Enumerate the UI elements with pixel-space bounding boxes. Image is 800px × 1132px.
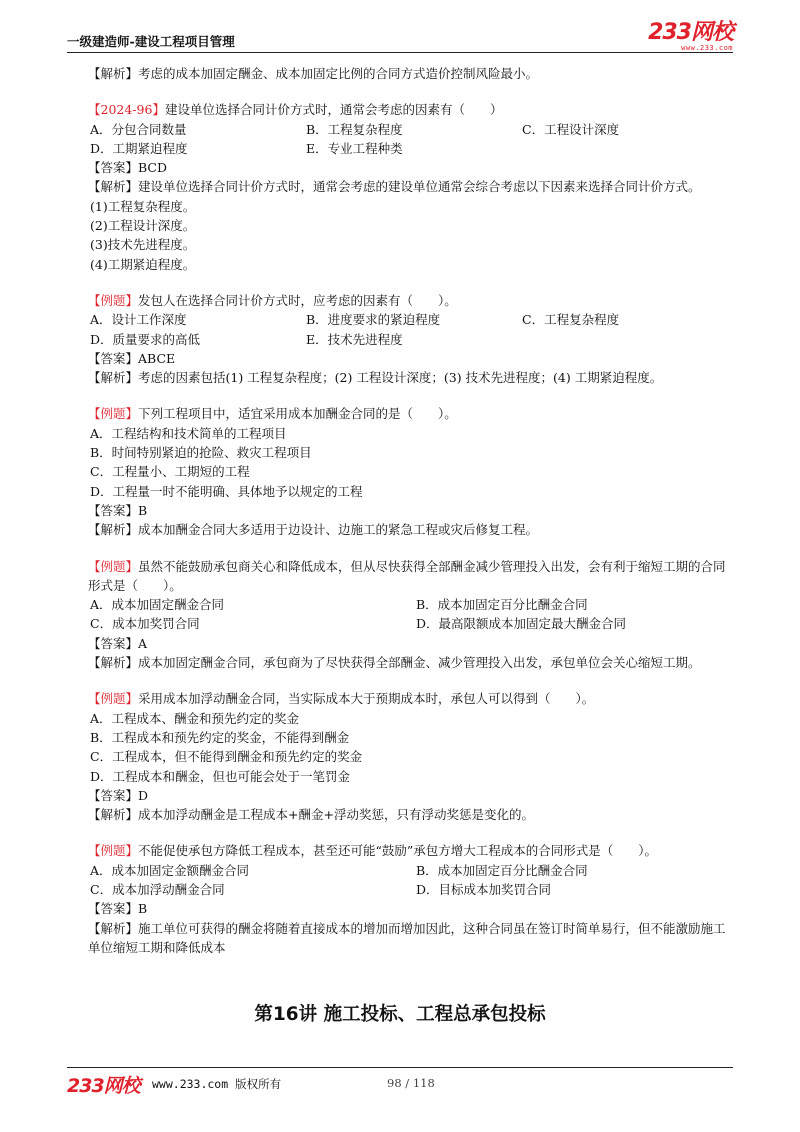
question-tag: 【例题】 bbox=[88, 558, 139, 574]
footer-site bbox=[152, 1076, 281, 1092]
answer: 【答案】B bbox=[88, 901, 148, 917]
option: D．工程量一时不能明确、具体地予以规定的工程 bbox=[90, 483, 363, 499]
point: (3)技术先进程度。 bbox=[90, 237, 196, 253]
option: C．工程成本，但不能得到酬金和预先约定的奖金 bbox=[90, 749, 363, 765]
point: (2)工程设计深度。 bbox=[90, 218, 196, 234]
question bbox=[88, 291, 728, 310]
options bbox=[88, 595, 728, 634]
question-tag: 【2024-96】 bbox=[88, 102, 165, 118]
option: D．工期紧迫程度 bbox=[90, 140, 188, 156]
option: B．成本加固定百分比酬金合同 bbox=[416, 862, 588, 878]
options bbox=[88, 310, 728, 349]
question bbox=[88, 404, 728, 423]
analysis: 【解析】成本加酬金合同大多适用于边设计、边施工的紧急工程或灾后修复工程。 bbox=[88, 522, 539, 538]
analysis: 【解析】考虑的因素包括(1) 工程复杂程度；(2) 工程设计深度；(3) 技术先进程度；(4) 工期紧迫程度。 bbox=[88, 370, 663, 386]
header-divider bbox=[67, 52, 733, 53]
option: C．工程设计深度 bbox=[522, 121, 620, 137]
question bbox=[88, 689, 728, 708]
analysis: 【解析】成本加浮动酬金是工程成本+酬金+浮动奖惩，只有浮动奖惩是变化的。 bbox=[88, 807, 534, 823]
question-text: 不能促使承包方降低工程成本，甚至还可能“鼓励”承包方增大工程成本的合同形式是（ ）。 bbox=[138, 843, 658, 859]
question-tag: 【例题】 bbox=[88, 691, 139, 707]
option: A．成本加固定金额酬金合同 bbox=[90, 862, 250, 878]
question-text: 下列工程项目中，适宜采用成本加酬金合同的是（ ）。 bbox=[138, 406, 457, 422]
option: D．工程成本和酬金，但也可能会处于一笔罚金 bbox=[90, 768, 351, 784]
footer-url: www.233.com bbox=[152, 1077, 229, 1091]
question-text: 建设单位选择合同计价方式时，通常会考虑的因素有（ ） bbox=[164, 102, 503, 118]
question-text: 虽然不能鼓励承包商关心和降低成本，但从尽快获得全部酬金减少管理投入出发，会有利于缩短工期的合同形式是（ ）。 bbox=[88, 558, 726, 593]
option: B．工程复杂程度 bbox=[306, 121, 403, 137]
option: A．成本加固定酬金合同 bbox=[90, 597, 225, 613]
question-tag: 【例题】 bbox=[88, 843, 139, 859]
answer: 【答案】B bbox=[88, 502, 148, 518]
option: C．成本加奖罚合同 bbox=[90, 616, 200, 632]
options bbox=[88, 120, 728, 159]
option: A．工程成本、酬金和预先约定的奖金 bbox=[90, 710, 300, 726]
option: E．专业工程种类 bbox=[306, 140, 403, 156]
logo-url: www.233.com bbox=[681, 44, 733, 52]
question bbox=[88, 100, 728, 119]
analysis: 【解析】成本加固定酬金合同，承包商为了尽快获得全部酬金、减少管理投入出发，承包单位会关心缩短工期。 bbox=[88, 655, 701, 671]
brand-logo bbox=[648, 22, 733, 52]
option: D．最高限额成本加固定最大酬金合同 bbox=[416, 616, 627, 632]
option: C．成本加浮动酬金合同 bbox=[90, 881, 225, 897]
option: C．工程量小、工期短的工程 bbox=[90, 464, 250, 480]
option: B．时间特别紧迫的抢险、救灾工程项目 bbox=[90, 445, 312, 461]
footer-copyright: 版权所有 bbox=[235, 1077, 282, 1091]
question-text: 发包人在选择合同计价方式时，应考虑的因素有（ ）。 bbox=[138, 292, 457, 308]
question bbox=[88, 557, 728, 596]
question bbox=[88, 841, 728, 860]
option: B．进度要求的紧迫程度 bbox=[306, 312, 441, 328]
page-header bbox=[67, 22, 733, 52]
footer-logo: 233网校 bbox=[67, 1075, 140, 1097]
option: E．技术先进程度 bbox=[306, 331, 403, 347]
section-heading: 第16讲 施工投标、工程总承包投标 bbox=[254, 1004, 546, 1025]
point: (4)工期紧迫程度。 bbox=[90, 256, 196, 272]
logo-mark: 233网校 bbox=[648, 20, 733, 45]
question-text: 采用成本加浮动酬金合同，当实际成本大于预期成本时，承包人可以得到（ ）。 bbox=[138, 691, 595, 707]
analysis: 【解析】施工单位可获得的酬金将随着直接成本的增加而增加因此，这种合同虽在签订时简单易行，但不能激励施工单位缩短工期和降低成本 bbox=[88, 920, 726, 955]
answer: 【答案】ABCE bbox=[88, 350, 176, 366]
document-title: 一级建造师-建设工程项目管理 bbox=[67, 34, 235, 49]
option: C．工程复杂程度 bbox=[522, 312, 620, 328]
option: B．成本加固定百分比酬金合同 bbox=[416, 597, 588, 613]
question-tag: 【例题】 bbox=[88, 406, 139, 422]
answer: 【答案】A bbox=[88, 635, 148, 651]
option: A．工程结构和技术简单的工程项目 bbox=[90, 425, 287, 441]
footer-divider bbox=[67, 1067, 733, 1068]
analysis: 【解析】建设单位选择合同计价方式时，通常会考虑的建设单位通常会综合考虑以下因素来选择合同计价方式。 bbox=[88, 179, 701, 195]
point: (1)工程复杂程度。 bbox=[90, 198, 196, 214]
option: A．设计工作深度 bbox=[90, 312, 187, 328]
option: D．目标成本加奖罚合同 bbox=[416, 881, 552, 897]
answer: 【答案】BCD bbox=[88, 160, 168, 176]
page-footer bbox=[67, 1071, 733, 1095]
option: B．工程成本和预先约定的奖金，不能得到酬金 bbox=[90, 729, 350, 745]
page-number: 98 / 118 bbox=[387, 1076, 435, 1090]
answer: 【答案】D bbox=[88, 787, 149, 803]
option: A．分包合同数量 bbox=[90, 121, 187, 137]
options bbox=[88, 861, 728, 900]
analysis: 【解析】考虑的成本加固定酬金、成本加固定比例的合同方式造价控制风险最小。 bbox=[88, 66, 539, 81]
page-content bbox=[88, 64, 728, 957]
option: D．质量要求的高低 bbox=[90, 331, 201, 347]
question-tag: 【例题】 bbox=[88, 292, 139, 308]
